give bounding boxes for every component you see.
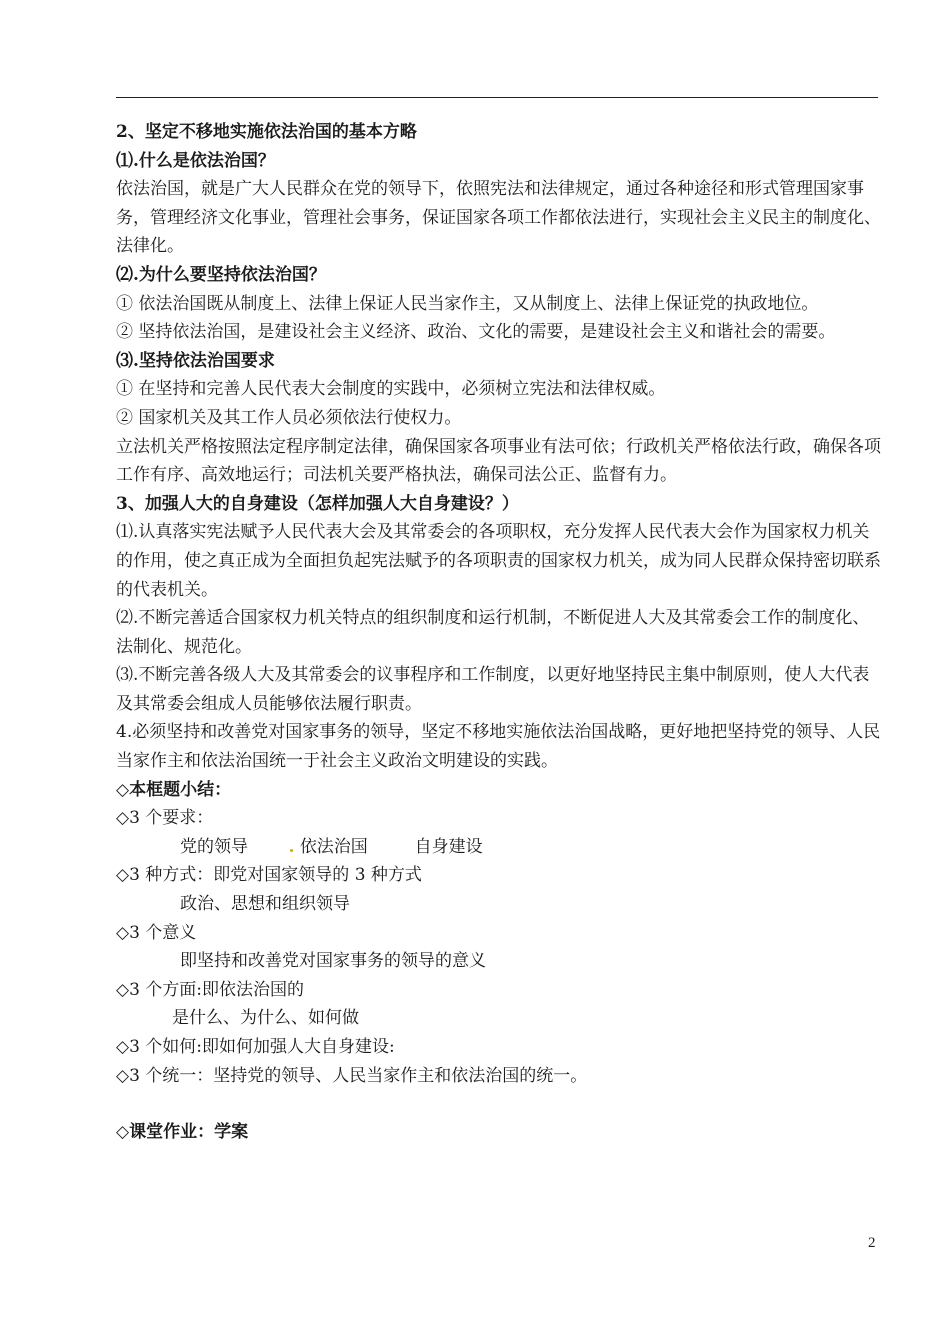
document-body	[116, 118, 896, 1147]
section-3-point-1: ⑴.认真落实宪法赋予人民代表大会及其常委会的各项职权，充分发挥人民代表大会作为国家权力机关的作用，使之真正成为全面担负起宪法赋予的各项职责的国家权力机关，成为同人民群众保持密切联系的代表机关。	[116, 522, 881, 600]
section-3-point-3: ⑶.不断完善各级人大及其常委会的议事程序和工作制度，以更好地坚持民主集中制原则，使人大代表及其常委会组成人员能够依法履行职责。	[116, 665, 870, 714]
section-3-point-2: ⑵.不断完善适合国家权力机关特点的组织制度和运行机制，不断促进人大及其常委会工作的制度化、法制化、规范化。	[116, 608, 870, 657]
summary-aspects-value: 是什么、为什么、如何做	[172, 1008, 359, 1029]
section-2-heading: 2、坚定不移地实施依法治国的基本方略	[116, 122, 417, 142]
requirement-2: 依法治国	[299, 836, 368, 857]
requirement-1: 党的领导	[180, 836, 248, 857]
section-3-heading: 3、加强人大的自身建设（怎样加强人大自身建设？）	[116, 493, 519, 514]
marker-dot	[290, 849, 293, 852]
requirement-3: 自身建设	[414, 836, 483, 857]
page-number: 2	[868, 1235, 876, 1251]
question-1-heading: ⑴.什么是依法治国？	[116, 150, 275, 171]
summary-how-label: ◇3 个如何:即如何加强人大自身建设:	[116, 1037, 395, 1057]
summary-heading: ◇本框题小结：	[116, 779, 232, 800]
homework-line: ◇课堂作业：学案	[116, 1122, 249, 1143]
answer-2-item-2: ② 坚持依法治国，是建设社会主义经济、政治、文化的需要，是建设社会主义和谐社会的需要。	[116, 322, 836, 343]
section-4-paragraph: 4.必须坚持和改善党对国家事务的领导，坚定不移地实施依法治国战略，更好地把坚持党的领导、人民当家作主和依法治国统一于社会主义政治文明建设的实践。	[116, 722, 881, 772]
summary-ways-value: 政治、思想和组织领导	[180, 894, 350, 915]
header-rule	[116, 97, 878, 98]
summary-aspects-label: ◇3 个方面:即依法治国的	[116, 979, 305, 1000]
answer-3-item-2: ② 国家机关及其工作人员必须依法行使权力。	[116, 407, 462, 428]
summary-unify: ◇3 个统一：坚持党的领导、人民当家作主和依法治国的统一。	[116, 1065, 588, 1086]
summary-requirements-values	[116, 833, 896, 862]
question-3-heading: ⑶.坚持依法治国要求	[116, 350, 275, 371]
summary-meaning-value: 即坚持和改善党对国家事务的领导的意义	[180, 951, 486, 972]
answer-3-paragraph: 立法机关严格按照法定程序制定法律，确保国家各项事业有法可依；行政机关严格依法行政，确保各项工作有序、高效地运行；司法机关要严格执法，确保司法公正、监督有力。	[116, 436, 881, 486]
summary-requirements-label: ◇3 个要求：	[116, 808, 214, 829]
question-2-heading: ⑵.为什么要坚持依法治国？	[116, 264, 326, 285]
answer-1-paragraph: 依法治国，就是广大人民群众在党的领导下，依照宪法和法律规定，通过各种途径和形式管理国家事务，管理经济文化事业，管理社会事务，保证国家各项工作都依法进行，实现社会主义民主的制度化、法律化。	[116, 179, 881, 257]
summary-ways-label: ◇3 种方式：即党对国家领导的 3 种方式	[116, 865, 422, 886]
answer-3-item-1: ① 在坚持和完善人民代表大会制度的实践中，必须树立宪法和法律权威。	[116, 379, 666, 400]
summary-meaning-label: ◇3 个意义	[116, 922, 197, 943]
answer-2-item-1: ① 依法治国既从制度上、法律上保证人民当家作主，又从制度上、法律上保证党的执政地位。	[116, 293, 819, 314]
